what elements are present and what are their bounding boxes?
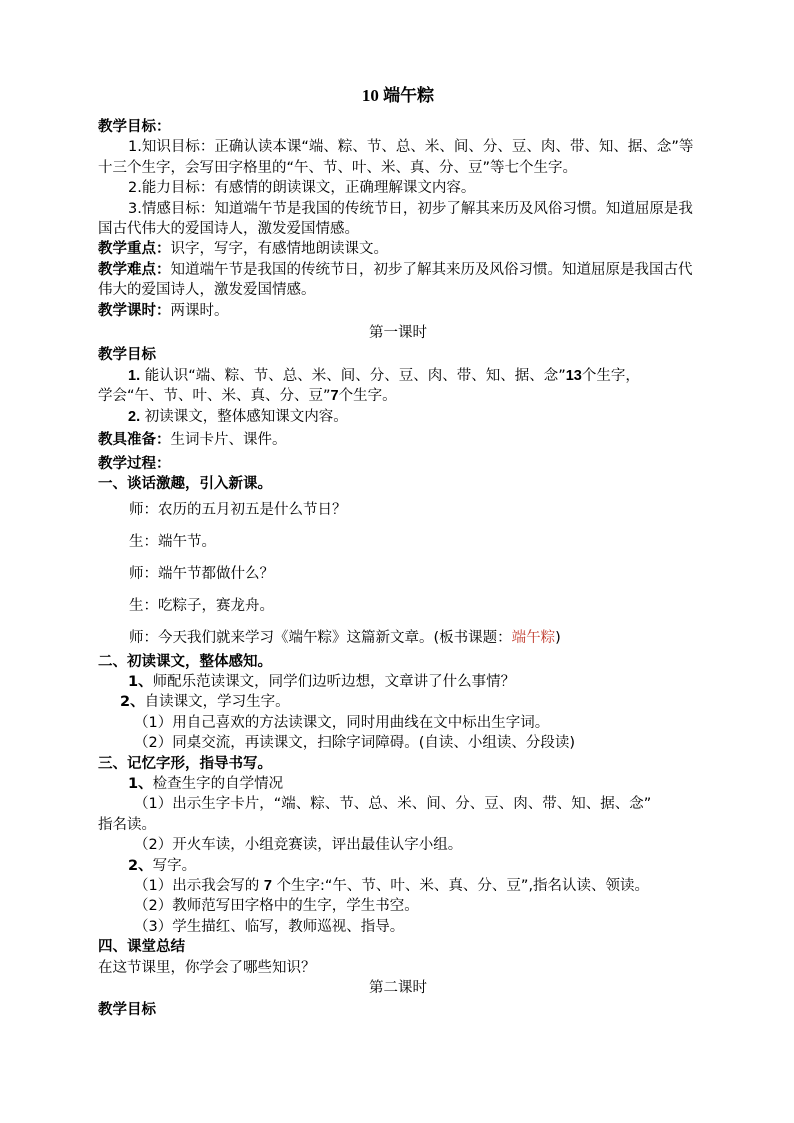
goal-2-number: 2. <box>128 408 141 425</box>
goal-1-text-b: 个生字， <box>581 367 640 384</box>
dialogue-line: 师：端午节都做什么？ <box>129 565 274 582</box>
goal-emotion <box>98 199 698 240</box>
goal-1-text-a: 能认识“端、粽、节、总、米、间、分、豆、肉、带、知、据、念” <box>140 367 566 384</box>
item-text: 自读课文，学习生字。 <box>144 694 290 711</box>
section-4-text: 在这节课里，你学会了哪些知识？ <box>98 959 316 976</box>
focus-label: 教学重点： <box>98 241 171 258</box>
goal-knowledge-text: 1.知识目标：正确认读本课“端、粽、节、总、米、间、分、豆、肉、带、知、据、念”等十三个生字，会写田字格里的“午、节、叶、米、真、分、豆”等七个生字。 <box>98 139 694 176</box>
teaching-difficulty <box>98 260 698 301</box>
section-3-sub-1: （1）出示生字卡片，“端、粽、节、总、米、间、分、豆、肉、带、知、据、念” <box>134 796 652 813</box>
section-3-sub-5: （3）学生描红、临写，教师巡视、指导。 <box>134 918 405 935</box>
lesson-plan-document <box>98 84 698 1021</box>
goal-1-count: 13 <box>565 367 582 384</box>
document-title: 10 端午粽 <box>361 86 435 105</box>
section-2-item-1 <box>98 672 698 692</box>
section-3-heading: 三、记忆字形，指导书写。 <box>98 755 272 772</box>
goal-ability: 2.能力目标：有感情的朗读课文，正确理解课文内容。 <box>128 180 476 197</box>
lesson-one-goals-heading: 教学目标 <box>98 347 156 364</box>
goal-1-text-d: 个生字。 <box>338 388 397 405</box>
prep-label: 教具准备： <box>98 432 171 449</box>
section-3-sub-4: （2）教师范写田字格中的生字，学生书空。 <box>134 898 419 915</box>
lesson-two-goals-heading: 教学目标 <box>98 1002 156 1019</box>
difficulty-text: 知道端午节是我国的传统节日，初步了解其来历及风俗习惯。知道屈原是我国古代伟大的爱国诗人，激发爱国情感。 <box>98 261 693 299</box>
section-2-item-2 <box>98 692 698 712</box>
prep-text: 生词卡片、课件。 <box>170 432 287 449</box>
section-3-sub-2: （2）开火车读，小组竞赛读，评出最佳认字小组。 <box>134 837 463 854</box>
section-3-item-1 <box>98 774 698 794</box>
dialogue-line <box>98 628 698 648</box>
teaching-focus <box>98 239 698 259</box>
sub-text: （1）出示我会写的 <box>134 877 264 894</box>
item-number: 1、 <box>128 775 153 792</box>
difficulty-label: 教学难点： <box>98 261 171 278</box>
dialogue-line: 生：吃粽子，赛龙舟。 <box>129 597 274 614</box>
teaching-hours <box>98 301 698 321</box>
section-4-heading: 四、课堂总结 <box>98 939 185 956</box>
item-number: 2、 <box>120 694 145 711</box>
board-title-highlight: 端午粽 <box>511 629 556 646</box>
sub-text-end: 个生字:“午、节、叶、米、真、分、豆”,指名认读、领读。 <box>271 877 650 894</box>
lesson-one-goal-2 <box>98 407 698 427</box>
section-3-sub-3 <box>98 876 698 896</box>
section-3-item-2 <box>98 856 698 876</box>
lesson-one-goal-1-cont <box>98 386 698 406</box>
hours-label: 教学课时： <box>98 302 171 319</box>
section-2-sub-2: （2）同桌交流，再读课文，扫除字词障碍。(自读、小组读、分段读) <box>134 735 576 752</box>
goals-heading: 教学目标： <box>98 119 171 135</box>
lesson-one-heading: 第一课时 <box>369 325 427 342</box>
item-number: 1、 <box>128 673 153 690</box>
goal-1-number: 1. <box>128 367 141 384</box>
item-number: 2、 <box>128 857 153 874</box>
lesson-one-goal-1 <box>98 366 698 386</box>
dialogue-text: 师：今天我们就来学习《端午粽》这篇新文章。(板书课题： <box>129 629 512 646</box>
teaching-prep <box>98 430 698 450</box>
goal-emotion-text: 3.情感目标：知道端午节是我国的传统节日，初步了解其来历及风俗习惯。知道屈原是我国古代伟大的爱国诗人，激发爱国情感。 <box>98 200 693 238</box>
goal-2-text: 初读课文，整体感知课文内容。 <box>140 408 348 425</box>
item-text: 检查生字的自学情况 <box>152 775 284 792</box>
goal-1-text-c: 学会“午、节、叶、米、真、分、豆” <box>98 388 331 405</box>
section-1-heading: 一、谈话激趣，引入新课。 <box>98 475 272 492</box>
focus-text: 识字，写字，有感情地朗读课文。 <box>170 241 388 258</box>
dialogue-line: 生：端午节。 <box>129 534 216 551</box>
write-count: 7 <box>263 877 272 894</box>
process-heading: 教学过程： <box>98 455 171 472</box>
goal-knowledge <box>98 137 698 178</box>
section-2-heading: 二、初读课文，整体感知。 <box>98 653 272 670</box>
section-2-sub-1: （1）用自己喜欢的方法读课文，同时用曲线在文中标出生字词。 <box>134 714 550 731</box>
section-3-sub-1-cont: 指名读。 <box>98 816 156 833</box>
item-text: 写字。 <box>152 857 197 874</box>
hours-text: 两课时。 <box>170 302 229 319</box>
item-text: 师配乐范读课文，同学们边听边想，文章讲了什么事情？ <box>152 673 516 690</box>
dialogue-text-end: ) <box>555 629 561 646</box>
goal-1-count-2: 7 <box>330 388 339 405</box>
dialogue-line: 师：农历的五月初五是什么节日？ <box>129 502 347 519</box>
lesson-two-heading: 第二课时 <box>369 980 427 996</box>
